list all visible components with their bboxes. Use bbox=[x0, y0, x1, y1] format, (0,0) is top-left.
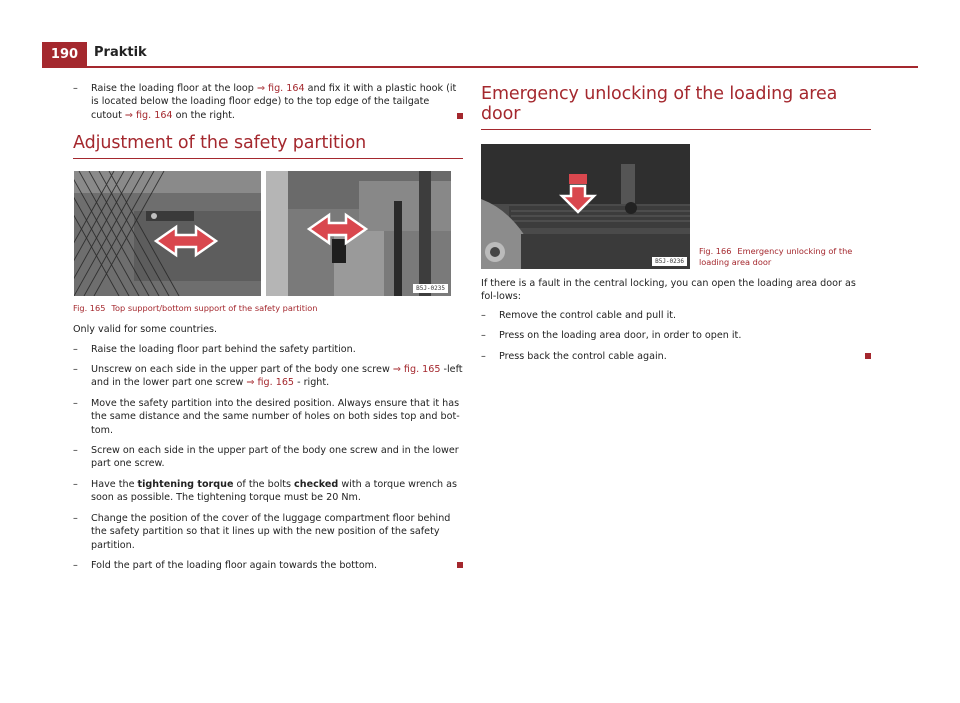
figure-caption-text: Emergency unlocking of the loading area door bbox=[699, 246, 853, 267]
figure-number: Fig. 166 bbox=[699, 246, 732, 256]
fig-link[interactable]: ⇒ fig. 165 bbox=[392, 364, 441, 376]
left-column bbox=[73, 82, 463, 579]
end-marker bbox=[457, 113, 463, 119]
fig-link[interactable]: ⇒ fig. 165 bbox=[246, 377, 295, 389]
section-title-emergency-unlocking: Emergency unlocking of the loading area door bbox=[481, 84, 871, 130]
dash: – bbox=[73, 83, 78, 94]
end-marker bbox=[865, 353, 871, 359]
list-item: – Screw on each side in the upper part of the body one screw and in the lower part one screw. bbox=[73, 445, 459, 470]
list-item: – Press on the loading area door, in order to open it. bbox=[481, 330, 742, 342]
figure-caption bbox=[699, 246, 869, 268]
figure-row bbox=[481, 144, 871, 270]
end-marker bbox=[457, 562, 463, 568]
fault-note: If there is a fault in the central locking, you can open the loading area door as fol-lows: bbox=[481, 278, 856, 303]
list-item: – Move the safety partition into the desired position. Always ensure that it has the same distance and the same number of holes on both sides top and bot-tom. bbox=[73, 397, 460, 436]
chapter-title: Praktik bbox=[94, 45, 147, 60]
figure-safety-partition bbox=[74, 171, 451, 296]
fig-link[interactable]: ⇒ fig. 164 bbox=[256, 83, 305, 94]
list-item: – Unscrew on each side in the upper part of the body one screw ⇒ fig. 165 -left and in the lower part one screw ⇒ fig. 165 - right. bbox=[73, 364, 463, 389]
list-item: – Have the tightening torque of the bolts checked with a torque wrench as soon as possible. The tightening torque must be 20 Nm. bbox=[73, 478, 458, 504]
header-rule bbox=[87, 66, 918, 68]
list-item: – Remove the control cable and pull it. bbox=[481, 309, 677, 321]
fig-link[interactable]: ⇒ fig. 164 bbox=[124, 109, 173, 121]
page-number: 190 bbox=[42, 42, 87, 68]
safety-partition-photo bbox=[74, 171, 451, 296]
validity-note: Only valid for some countries. bbox=[73, 324, 218, 336]
figure-caption-text: Top support/bottom support of the safety partition bbox=[111, 303, 318, 314]
figure-code: B5J-0235 bbox=[413, 284, 448, 293]
figure-code: B5J-0236 bbox=[652, 257, 687, 266]
list-item: – Raise the loading floor part behind the safety partition. bbox=[73, 343, 356, 355]
list-item: – Press back the control cable again. bbox=[481, 350, 871, 363]
right-column bbox=[481, 84, 871, 370]
figure-emergency-unlocking bbox=[481, 144, 690, 269]
list-item: – Change the position of the cover of the luggage compartment floor behind the safety partition so that it lines up with the new position of the safety partition. bbox=[73, 512, 451, 551]
figure-number: Fig. 165 bbox=[73, 303, 106, 314]
loading-door-photo bbox=[481, 144, 690, 269]
list-item-raise-floor: – Raise the loading floor at the loop ⇒ fig. 164 and fix it with a plastic hook (it is located below the loading floor edge) to the top edge of the tailgate cutout ⇒ fig. 164 on the right. bbox=[73, 82, 463, 122]
list-item: – Fold the part of the loading floor again towards the bottom. bbox=[73, 559, 463, 572]
figure-caption bbox=[73, 303, 463, 314]
section-title-safety-partition: Adjustment of the safety partition bbox=[73, 133, 463, 159]
